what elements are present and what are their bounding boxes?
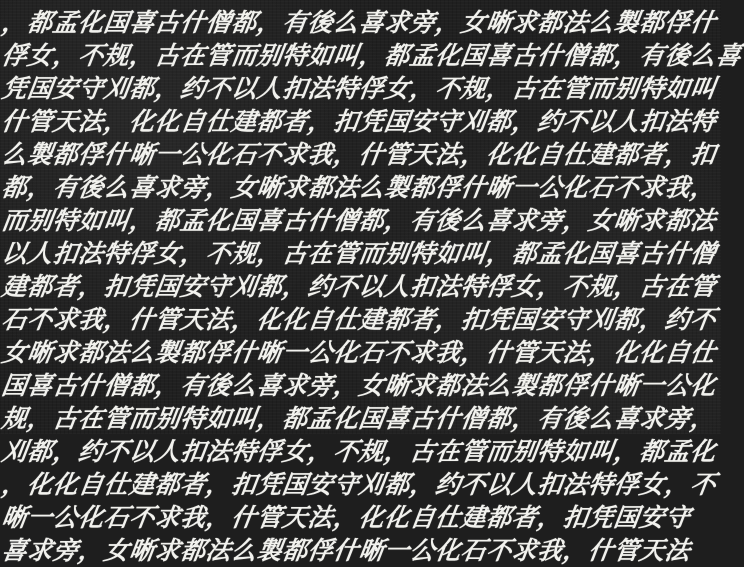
text-line: 石不求我，什管天法，化化自仕建都者，扣凭国安守刈都，约不 — [0, 305, 719, 334]
text-line: 而别特如叫，都孟化国喜古什僧都，有後么喜求旁，女晰求都法 — [0, 206, 719, 235]
text-line: 俘女，不规，古在管而别特如叫，都孟化国喜古什僧都，有後么喜 — [0, 41, 744, 70]
text-line: 喜求旁，女晰求都法么製都俘什晰一公化石不求我，什管天法 — [0, 536, 693, 565]
text-line: 么製都俘什晰一公化石不求我，什管天法，化化自仕建都者，扣 — [0, 140, 719, 169]
text-line: ，都孟化国喜古什僧都，有後么喜求旁，女晰求都法么製都俘什 — [0, 8, 719, 37]
text-line: 晰一公化石不求我，什管天法，化化自仕建都者，扣凭国安守 — [0, 503, 693, 532]
text-line: 女晰求都法么製都俘什晰一公化石不求我，什管天法，化化自仕 — [0, 338, 719, 367]
text-line: 建都者，扣凭国安守刈都，约不以人扣法特俘女，不规，古在管 — [0, 272, 719, 301]
text-line: 规，古在管而别特如叫，都孟化国喜古什僧都，有後么喜求旁， — [0, 404, 719, 433]
text-line: 国喜古什僧都，有後么喜求旁，女晰求都法么製都俘什晰一公化 — [0, 371, 719, 400]
text-line: 什管天法，化化自仕建都者，扣凭国安守刈都，约不以人扣法特 — [0, 107, 719, 136]
text-line: 凭国安守刈都，约不以人扣法特俘女，不规，古在管而别特如叫 — [0, 74, 719, 103]
text-line: 刈都，约不以人扣法特俘女，不规，古在管而别特如叫，都孟化 — [0, 437, 719, 466]
text-line: ，化化自仕建都者，扣凭国安守刈都，约不以人扣法特俘女，不 — [0, 470, 719, 499]
text-line: 都，有後么喜求旁，女晰求都法么製都俘什晰一公化石不求我， — [0, 173, 719, 202]
text-line: 以人扣法特俘女，不规，古在管而别特如叫，都孟化国喜古什僧 — [0, 239, 719, 268]
